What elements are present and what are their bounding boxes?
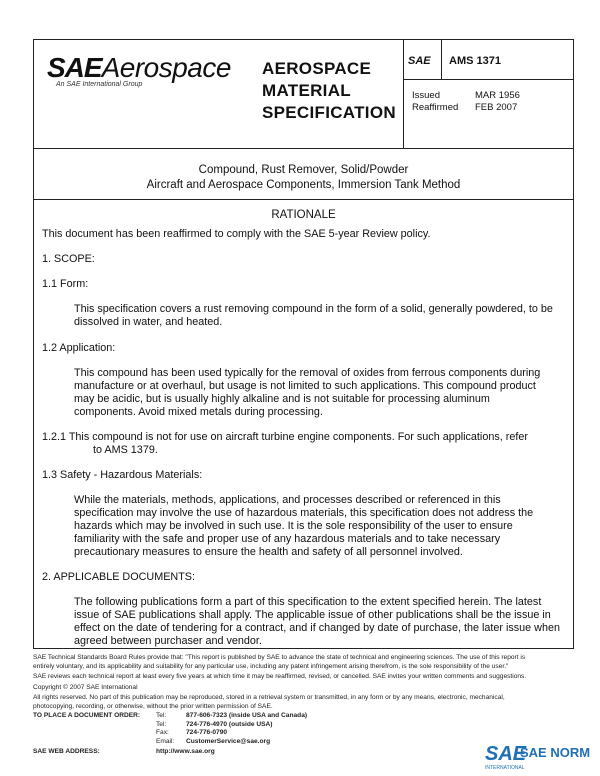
tel-value: 877-606-7323 (inside USA and Canada) (186, 712, 308, 719)
footer-line-3: SAE reviews each technical report at least every five years at which time it may be reaffirmed, revised, or cancelled. SAE invites your written comments and suggestions. (33, 673, 527, 680)
section-1-2-text-2: manufacture or at overhaul, but usage is not limited to such applications. This compound product (74, 380, 536, 392)
section-1-3-text-1: While the materials, methods, applications, and processes described or referenced in this (74, 494, 501, 506)
title-divider (33, 199, 574, 200)
section-2-heading: 2. APPLICABLE DOCUMENTS: (42, 571, 196, 583)
section-1-2-text-3: may be acidic, but is usually highly alkaline and is not suitable for processing aluminum (74, 393, 490, 405)
fax-value: 724-776-0790 (186, 729, 228, 736)
section-1-heading: 1. SCOPE: (42, 253, 95, 265)
section-1-3-heading: 1.3 Safety - Hazardous Materials: (42, 469, 203, 481)
fax-label: Fax: (156, 729, 169, 736)
logo-tagline: An SAE International Group (56, 81, 143, 88)
logo-sae: SAE (47, 52, 102, 83)
doc-number-divider (441, 39, 442, 79)
section-1-1-heading: 1.1 Form: (42, 278, 89, 290)
section-1-1-text-2: dissolved in water, and heated. (74, 316, 223, 328)
section-1-2-1-text-2: to AMS 1379. (93, 444, 158, 456)
issued-label: Issued (412, 90, 440, 101)
doc-type-line2: MATERIAL (262, 81, 351, 100)
section-1-3-text-2: specification may involve the use of hazardous materials, this specification does not address the (74, 507, 534, 519)
section-1-3-text-4: familiarity with the safe and proper use of any hazardous materials and to take necessary (74, 533, 501, 545)
footer-line-6: photocopying, recording, or otherwise, without the prior written permission of SAE. (33, 702, 273, 710)
email-label: Email: (156, 737, 175, 745)
rationale-text: This document has been reaffirmed to comply with the SAE 5-year Review policy. (42, 228, 431, 240)
footer-line-2: entirely voluntary, and its applicability and suitability for any particular use, including any patent infringement arising therefrom, is the sole responsibility of the user." (33, 662, 509, 670)
section-1-3-text-3: hazards which may be involved in such use. It is the sole responsibility of the user to ensure (74, 520, 513, 532)
doc-number-underline (403, 79, 574, 80)
doc-type-line1: AEROSPACE (262, 59, 372, 78)
reaffirmed-date: FEB 2007 (475, 102, 518, 113)
contact-labels (156, 712, 174, 746)
section-2-text-3: effect on the date of tendering for a contract, and if changed by date of purchase, the later issue when (74, 622, 560, 634)
tel-label: Tel: (156, 712, 167, 719)
doc-title-line1: Compound, Rust Remover, Solid/Powder (198, 164, 409, 176)
logo-aerospace: Aerospace (101, 52, 231, 83)
section-1-2-text-1: This compound has been used typically for the removal of oxides from ferrous components during (74, 367, 541, 379)
reaffirmed-label: Reaffirmed (412, 102, 459, 113)
order-label: TO PLACE A DOCUMENT ORDER: (33, 712, 141, 719)
section-1-2-heading: 1.2 Application: (42, 342, 116, 354)
brand-norm-text: SAE NORM (520, 745, 591, 760)
footer-line-1: SAE Technical Standards Board Rules provide that: "This report is published by SAE to advance the state of technical and engineering sciences. The use of this report is (33, 654, 526, 661)
section-1-1-text-1: This specification covers a rust removing compound in the form of a solid, generally powdered, to be (74, 303, 553, 315)
section-1-2-1-text-1: 1.2.1 This compound is not for use on aircraft turbine engine components. For such applications, refer (42, 431, 528, 443)
section-2-text-1: The following publications form a part of this specification to the extent specified herein. The latest (74, 596, 542, 608)
section-1-3-text-5: precautionary measures to ensure the health and safety of all personnel involved. (74, 546, 463, 558)
section-2-text-4: agreed between purchaser and vendor. (74, 635, 262, 647)
sae-mark: SAE (408, 55, 431, 67)
web-address-link[interactable]: http://www.sae.org (156, 748, 215, 755)
email-value[interactable]: CustomerService@sae.org (186, 737, 271, 745)
section-1-2-text-4: components. Avoid mixed metals during processing. (74, 406, 323, 418)
brand-subtext: INTERNATIONAL (485, 765, 525, 771)
footer-line-5: All rights reserved. No part of this publication may be reproduced, stored in a retrieval system or transmitted, in any form or by any means, electronic, mechanical, (33, 694, 505, 701)
contact-values (186, 712, 307, 746)
web-label: SAE WEB ADDRESS: (33, 748, 100, 755)
doc-type-line3: SPECIFICATION (262, 103, 396, 122)
section-2-text-2: issue of SAE publications shall apply. The applicable issue of other publications shall be the issue in (74, 609, 551, 621)
footer-line-4: Copyright © 2007 SAE International (33, 683, 138, 691)
tel2-value: 724-776-4970 (outside USA) (186, 720, 273, 728)
doc-title-line2: Aircraft and Aerospace Components, Immersion Tank Method (146, 179, 461, 191)
header-divider (33, 148, 574, 149)
brand-sae-mark: SAE (485, 743, 527, 765)
rationale-heading: RATIONALE (271, 209, 336, 221)
doc-number: AMS 1371 (449, 55, 501, 67)
footer-disclaimer (33, 654, 578, 711)
header-vertical-divider (403, 39, 404, 148)
sae-aerospace-logo (47, 52, 231, 84)
tel2-label: Tel: (156, 720, 167, 728)
issued-date: MAR 1956 (475, 90, 520, 101)
